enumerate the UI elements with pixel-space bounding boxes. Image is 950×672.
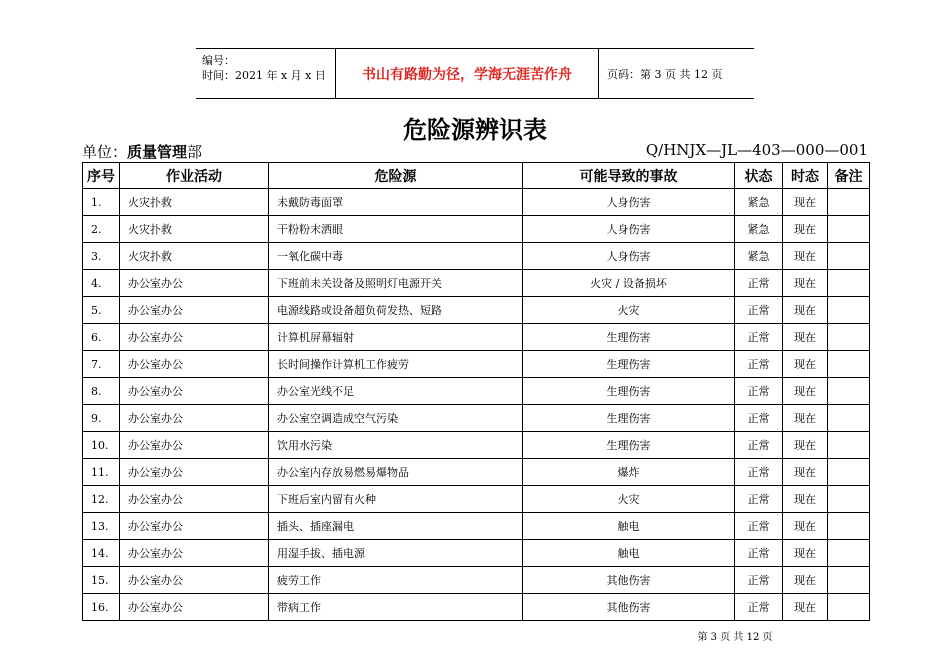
table-row [83, 567, 870, 594]
unit-dept: 质量管理 [127, 143, 188, 161]
cell-activity: 火灾扑救 [120, 189, 269, 216]
table-row [83, 351, 870, 378]
cell-no: 12. [83, 486, 120, 513]
unit-suffix: 部 [187, 143, 203, 161]
cell-activity: 火灾扑救 [120, 216, 269, 243]
unit-line [82, 141, 868, 161]
cell-accident: 爆炸 [523, 459, 735, 486]
cell-note [828, 378, 870, 405]
cell-hazard: 一氧化碳中毒 [269, 243, 523, 270]
cell-tense: 现在 [783, 594, 828, 621]
cell-note [828, 189, 870, 216]
cell-hazard: 电源线路或设备超负荷发热、短路 [269, 297, 523, 324]
cell-note [828, 513, 870, 540]
header-page-label: 页码：第 3 页 共 12 页 [607, 67, 723, 81]
cell-activity: 办公室办公 [120, 378, 269, 405]
cell-state: 紧急 [735, 243, 783, 270]
cell-accident: 生理伤害 [523, 324, 735, 351]
cell-no: 4. [83, 270, 120, 297]
cell-hazard: 用湿手拔、插电源 [269, 540, 523, 567]
cell-accident: 人身伤害 [523, 243, 735, 270]
cell-hazard: 办公室内存放易燃易爆物品 [269, 459, 523, 486]
cell-accident: 人身伤害 [523, 216, 735, 243]
cell-state: 正常 [735, 432, 783, 459]
cell-tense: 现在 [783, 216, 828, 243]
cell-note [828, 351, 870, 378]
cell-activity: 办公室办公 [120, 459, 269, 486]
cell-tense: 现在 [783, 405, 828, 432]
cell-hazard: 办公室空调造成空气污染 [269, 405, 523, 432]
cell-activity: 办公室办公 [120, 486, 269, 513]
table-row [83, 513, 870, 540]
cell-activity: 办公室办公 [120, 432, 269, 459]
id-label: 编号： [202, 54, 235, 67]
cell-accident: 生理伤害 [523, 405, 735, 432]
cell-state: 正常 [735, 405, 783, 432]
cell-accident: 触电 [523, 540, 735, 567]
cell-activity: 办公室办公 [120, 567, 269, 594]
cell-tense: 现在 [783, 567, 828, 594]
cell-accident: 生理伤害 [523, 351, 735, 378]
unit-name [82, 141, 202, 162]
cell-no: 15. [83, 567, 120, 594]
cell-tense: 现在 [783, 243, 828, 270]
cell-hazard: 疲劳工作 [269, 567, 523, 594]
cell-hazard: 计算机屏幕辐射 [269, 324, 523, 351]
cell-tense: 现在 [783, 378, 828, 405]
document-code: Q/HNJX—JL—403—000—001 [645, 141, 868, 159]
cell-state: 紧急 [735, 216, 783, 243]
cell-note [828, 243, 870, 270]
table-row [83, 270, 870, 297]
table-row [83, 324, 870, 351]
cell-accident: 火灾 / 设备损坏 [523, 270, 735, 297]
cell-activity: 办公室办公 [120, 513, 269, 540]
table-row [83, 189, 870, 216]
cell-no: 8. [83, 378, 120, 405]
cell-note [828, 594, 870, 621]
cell-no: 2. [83, 216, 120, 243]
table-row [83, 405, 870, 432]
cell-state: 正常 [735, 270, 783, 297]
cell-no: 16. [83, 594, 120, 621]
col-header-note: 备注 [828, 163, 870, 189]
cell-hazard: 饮用水污染 [269, 432, 523, 459]
cell-hazard: 未戴防毒面罩 [269, 189, 523, 216]
cell-activity: 办公室办公 [120, 324, 269, 351]
cell-no: 9. [83, 405, 120, 432]
cell-no: 7. [83, 351, 120, 378]
page-footer: 第 3 页 共 12 页 [697, 632, 773, 643]
col-header-activity: 作业活动 [120, 163, 269, 189]
cell-state: 正常 [735, 513, 783, 540]
cell-activity: 办公室办公 [120, 270, 269, 297]
cell-accident: 其他伤害 [523, 594, 735, 621]
cell-hazard: 下班前未关设备及照明灯电源开关 [269, 270, 523, 297]
cell-hazard: 带病工作 [269, 594, 523, 621]
cell-accident: 触电 [523, 513, 735, 540]
cell-activity: 办公室办公 [120, 351, 269, 378]
cell-activity: 办公室办公 [120, 405, 269, 432]
page-title: 危险源辨识表 [403, 116, 547, 144]
col-header-tense: 时态 [783, 163, 828, 189]
cell-state: 紧急 [735, 189, 783, 216]
col-header-state: 状态 [735, 163, 783, 189]
hazard-table [82, 162, 870, 621]
table-row [83, 216, 870, 243]
cell-no: 10. [83, 432, 120, 459]
cell-state: 正常 [735, 459, 783, 486]
cell-state: 正常 [735, 594, 783, 621]
cell-state: 正常 [735, 540, 783, 567]
cell-tense: 现在 [783, 486, 828, 513]
cell-activity: 办公室办公 [120, 540, 269, 567]
cell-note [828, 216, 870, 243]
cell-note [828, 297, 870, 324]
cell-no: 11. [83, 459, 120, 486]
cell-state: 正常 [735, 297, 783, 324]
table-row [83, 297, 870, 324]
cell-state: 正常 [735, 324, 783, 351]
cell-tense: 现在 [783, 351, 828, 378]
cell-state: 正常 [735, 378, 783, 405]
cell-hazard: 插头、插座漏电 [269, 513, 523, 540]
table-row [83, 432, 870, 459]
cell-tense: 现在 [783, 270, 828, 297]
cell-accident: 人身伤害 [523, 189, 735, 216]
table-row [83, 243, 870, 270]
cell-hazard: 长时间操作计算机工作疲劳 [269, 351, 523, 378]
table-row [83, 459, 870, 486]
cell-no: 13. [83, 513, 120, 540]
cell-activity: 办公室办公 [120, 594, 269, 621]
cell-note [828, 270, 870, 297]
cell-no: 3. [83, 243, 120, 270]
cell-no: 5. [83, 297, 120, 324]
cell-note [828, 567, 870, 594]
cell-state: 正常 [735, 351, 783, 378]
table-row [83, 540, 870, 567]
cell-accident: 火灾 [523, 297, 735, 324]
unit-prefix: 单位： [82, 143, 128, 161]
table-row [83, 594, 870, 621]
cell-state: 正常 [735, 486, 783, 513]
col-header-accident: 可能导致的事故 [523, 163, 735, 189]
header-meta [196, 49, 336, 98]
cell-tense: 现在 [783, 540, 828, 567]
cell-tense: 现在 [783, 189, 828, 216]
table-row [83, 378, 870, 405]
col-header-no: 序号 [83, 163, 120, 189]
cell-accident: 其他伤害 [523, 567, 735, 594]
cell-tense: 现在 [783, 432, 828, 459]
cell-no: 6. [83, 324, 120, 351]
cell-hazard: 办公室光线不足 [269, 378, 523, 405]
cell-note [828, 405, 870, 432]
cell-note [828, 432, 870, 459]
cell-accident: 火灾 [523, 486, 735, 513]
cell-note [828, 540, 870, 567]
cell-tense: 现在 [783, 513, 828, 540]
document-header [196, 48, 754, 99]
cell-hazard: 干粉粉末洒眼 [269, 216, 523, 243]
cell-no: 14. [83, 540, 120, 567]
cell-activity: 火灾扑救 [120, 243, 269, 270]
cell-tense: 现在 [783, 324, 828, 351]
table-header-row [83, 163, 870, 189]
cell-note [828, 324, 870, 351]
cell-hazard: 下班后室内留有火种 [269, 486, 523, 513]
cell-tense: 现在 [783, 459, 828, 486]
cell-note [828, 459, 870, 486]
cell-no: 1. [83, 189, 120, 216]
cell-note [828, 486, 870, 513]
cell-tense: 现在 [783, 297, 828, 324]
cell-accident: 生理伤害 [523, 432, 735, 459]
cell-state: 正常 [735, 567, 783, 594]
header-motto: 书山有路勤为径，学海无涯苦作舟 [336, 49, 599, 98]
cell-activity: 办公室办公 [120, 297, 269, 324]
cell-accident: 生理伤害 [523, 378, 735, 405]
col-header-hazard: 危险源 [269, 163, 523, 189]
time-label: 时间：2021 年 x 月 x 日 [202, 69, 326, 82]
table-row [83, 486, 870, 513]
